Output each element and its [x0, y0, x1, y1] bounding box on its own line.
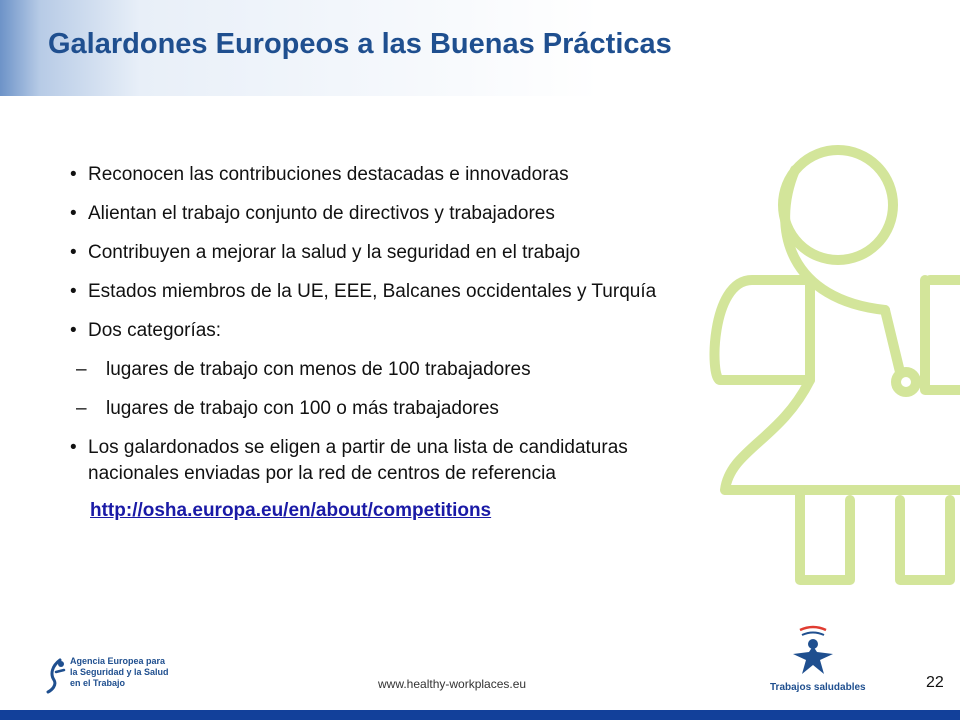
agency-mark-icon — [46, 658, 68, 694]
footer-url: www.healthy-workplaces.eu — [378, 677, 527, 691]
agency-name — [70, 656, 200, 689]
bullet-text-line: Los galardonados se eligen a partir de una lista de candidaturas — [88, 437, 628, 458]
agency-name-line: en el Trabajo — [70, 678, 126, 688]
agency-name-line: la Seguridad y la Salud — [70, 667, 169, 677]
dash-glyph: – — [76, 398, 87, 419]
bullet-item — [70, 279, 810, 305]
bullet-text: Reconocen las contribuciones destacadas e innovadoras — [88, 164, 569, 185]
bullet-item — [70, 201, 810, 227]
agency-name-line: Agencia Europea para — [70, 656, 166, 666]
bullet-glyph: • — [70, 320, 77, 341]
bullet-list — [70, 162, 810, 500]
sub-bullet-text: lugares de trabajo con menos de 100 trabajadores — [106, 359, 531, 380]
bullet-glyph: • — [70, 437, 77, 458]
bottom-bar — [0, 710, 960, 720]
agency-logo — [46, 656, 196, 696]
bullet-text: Estados miembros de la UE, EEE, Balcanes occidentales y Turquía — [88, 281, 657, 302]
dash-glyph: – — [76, 359, 87, 380]
page-number: 22 — [926, 674, 944, 691]
campaign-name: Trabajos saludables — [770, 682, 866, 693]
bullet-glyph: • — [70, 281, 77, 302]
bullet-item — [70, 435, 810, 487]
bullet-item — [70, 162, 810, 188]
bullet-glyph: • — [70, 203, 77, 224]
bullet-glyph: • — [70, 242, 77, 263]
bullet-text-line: nacionales enviadas por la red de centros de referencia — [88, 463, 556, 484]
bullet-item — [70, 318, 810, 344]
campaign-logo — [770, 622, 866, 702]
bullet-item — [70, 240, 810, 266]
bullet-text: Contribuyen a mejorar la salud y la seguridad en el trabajo — [88, 242, 581, 263]
star-figure-icon — [788, 622, 838, 677]
competitions-link[interactable]: http://osha.europa.eu/en/about/competitions — [90, 500, 492, 521]
bullet-glyph: • — [70, 164, 77, 185]
sub-bullet-item — [70, 357, 810, 383]
sub-bullet-item — [70, 396, 810, 422]
bullet-text: Alientan el trabajo conjunto de directivos y trabajadores — [88, 203, 555, 224]
sub-bullet-text: lugares de trabajo con 100 o más trabajadores — [106, 398, 499, 419]
bullet-text: Dos categorías: — [88, 320, 222, 341]
page-title: Galardones Europeos a las Buenas Prácticas — [48, 28, 672, 60]
